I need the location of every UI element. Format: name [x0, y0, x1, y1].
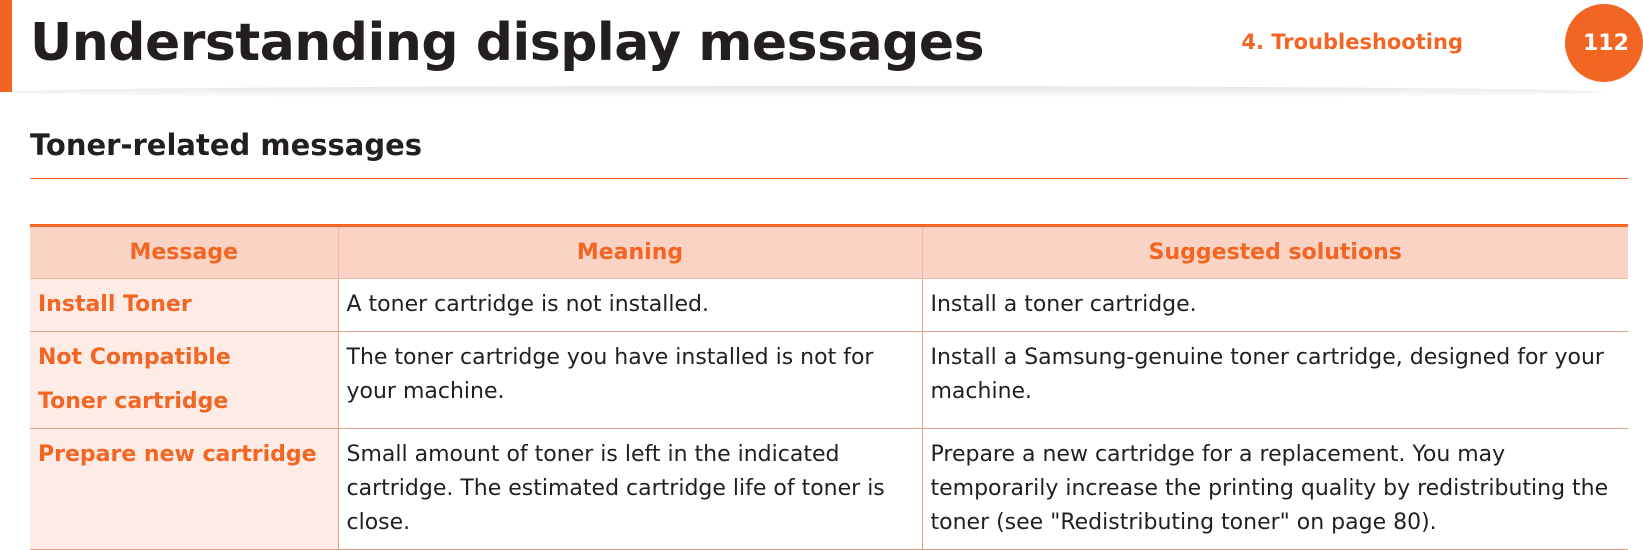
message-text: Prepare new cartridge — [38, 442, 317, 467]
column-header-solutions: Suggested solutions — [922, 226, 1628, 279]
message-text: Install Toner — [38, 292, 192, 317]
meaning-cell: Small amount of toner is left in the indicated cartridge. The estimated cartridge life of toner is close. — [338, 429, 922, 550]
section-title: Toner-related messages — [30, 128, 423, 162]
table-row — [30, 332, 1628, 429]
page-title: Understanding display messages — [30, 13, 985, 73]
solution-cell: Prepare a new cartridge for a replacement. You may temporarily increase the printing quality by redistributing the toner (see "Redistributing toner" on page 80). — [922, 429, 1628, 550]
table-row — [30, 429, 1628, 550]
message-cell — [30, 332, 338, 429]
chapter-label: 4. Troubleshooting — [1241, 30, 1463, 54]
header-divider — [12, 86, 1602, 98]
column-header-message: Message — [30, 226, 338, 279]
title-accent-bar — [0, 0, 12, 92]
table-header-row — [30, 226, 1628, 279]
message-cell — [30, 429, 338, 550]
solution-cell: Install a toner cartridge. — [922, 279, 1628, 332]
section-rule — [30, 178, 1628, 179]
page-number: 112 — [1583, 30, 1629, 56]
meaning-cell: A toner cartridge is not installed. — [338, 279, 922, 332]
page-number-badge — [1565, 4, 1643, 82]
message-text: Toner cartridge — [38, 389, 229, 414]
column-header-meaning: Meaning — [338, 226, 922, 279]
message-cell — [30, 279, 338, 332]
solution-cell: Install a Samsung-genuine toner cartridge, designed for your machine. — [922, 332, 1628, 429]
toner-messages-table — [30, 224, 1628, 550]
meaning-cell: The toner cartridge you have installed is not for your machine. — [338, 332, 922, 429]
table-row — [30, 279, 1628, 332]
message-text: Not Compatible — [38, 345, 231, 370]
